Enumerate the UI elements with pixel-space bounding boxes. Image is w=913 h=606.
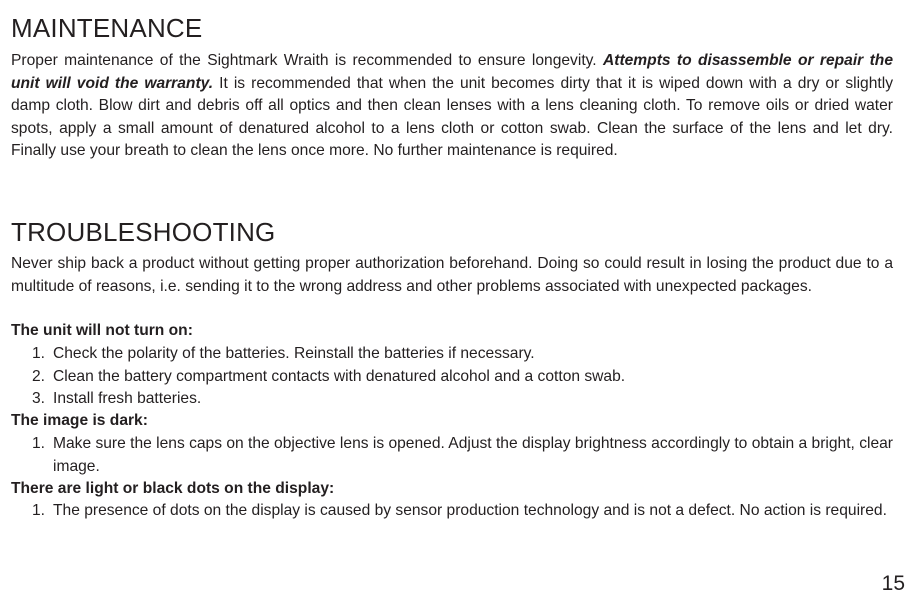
maintenance-text-body: It is recommended that when the unit becomes dirty that it is wiped down with a dry or slightly damp cloth. Blow dirt and debris off all optics and then clean lenses with a lens cleaning cloth. To remove oils or dried water spots, apply a small amount of denatured alcohol to a lens cloth or cotton swab. Clean the surface of the lens and let dry. Finally use your breath to clean the lens once more. No further maintenance is required. xyxy=(11,74,893,159)
list-item-text: Check the polarity of the batteries. Reinstall the batteries if necessary. xyxy=(53,345,535,362)
troubleshooting-heading: TROUBLESHOOTING xyxy=(11,217,276,247)
issue-title-display-dots: There are light or black dots on the display: xyxy=(11,480,335,497)
issue-title-no-power: The unit will not turn on: xyxy=(11,322,193,339)
list-item xyxy=(11,388,893,411)
list-item-number: 1. xyxy=(32,502,46,519)
list-item-text: Make sure the lens caps on the objective lens is opened. Adjust the display brightness accordingly to obtain a bright, clear image. xyxy=(53,435,893,475)
maintenance-text-intro: Proper maintenance of the Sightmark Wraith is recommended to ensure longevity. xyxy=(11,52,603,69)
list-item xyxy=(11,366,893,389)
list-item-number: 1. xyxy=(32,345,46,362)
warranty-warning: Attempts to disassemble or repair the unit will void the warranty. xyxy=(11,52,893,92)
list-item-number: 3. xyxy=(32,390,46,407)
list-item xyxy=(11,433,893,478)
page-number: 15 xyxy=(881,572,905,595)
issue-steps-display-dots xyxy=(11,500,893,523)
issue-steps-dark-image xyxy=(11,433,893,478)
list-item xyxy=(11,343,893,366)
list-item-number: 1. xyxy=(32,435,46,452)
maintenance-paragraph xyxy=(11,50,893,163)
issue-steps-no-power xyxy=(11,343,893,411)
list-item-number: 2. xyxy=(32,367,46,385)
list-item-text: The presence of dots on the display is caused by sensor production technology and is not a defect. No action is required. xyxy=(53,502,887,519)
maintenance-heading: MAINTENANCE xyxy=(11,13,203,43)
list-item-text: Install fresh batteries. xyxy=(53,390,202,407)
troubleshooting-intro: Never ship back a product without getting proper authorization beforehand. Doing so could result in losing the product due to a multitude of reasons, i.e. sending it to the wrong address and other problems associated with unexpected packages. xyxy=(11,255,893,295)
list-item xyxy=(11,500,893,523)
issue-title-dark-image: The image is dark: xyxy=(11,412,148,429)
list-item-text: Clean the battery compartment contacts with denatured alcohol and a cotton swab. xyxy=(53,367,626,385)
